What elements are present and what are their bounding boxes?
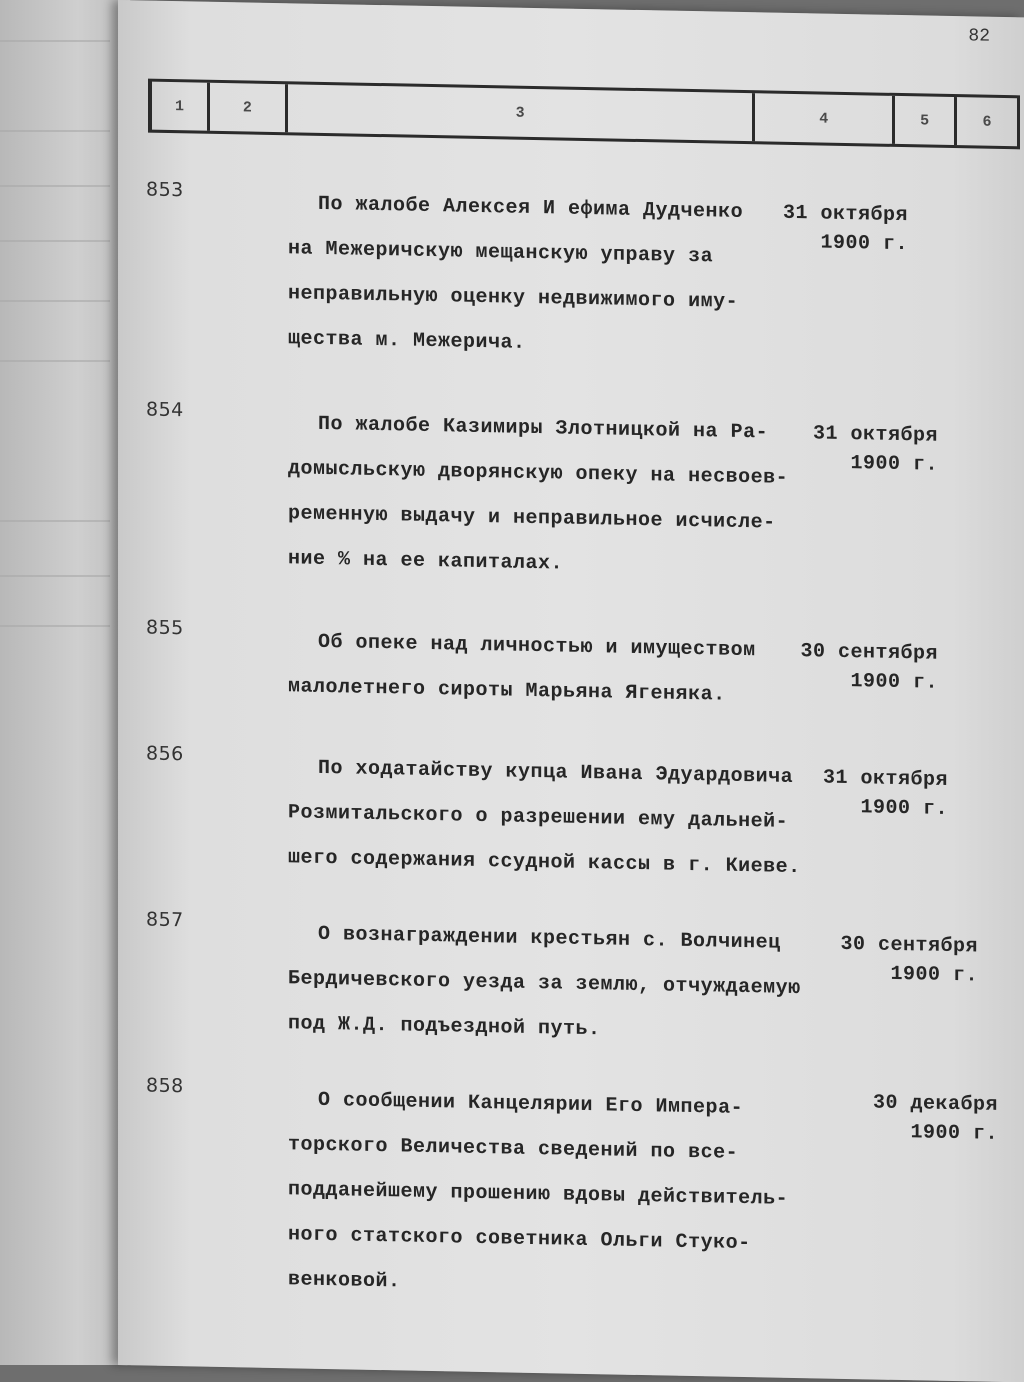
entry-line: Бердичевского уезда за землю, отчуждаемую [288, 967, 801, 1001]
page-number: 82 [968, 26, 990, 47]
column-header-5: 5 [895, 96, 957, 145]
ghost-line [0, 300, 110, 302]
entry-date [848, 1088, 998, 1149]
entry-text [288, 181, 808, 371]
date-year: 1900 г. [890, 962, 978, 988]
entry-number: 856 [146, 742, 184, 766]
entry-line: О вознаграждении крестьян с. Волчинец [318, 922, 781, 955]
date-year: 1900 г. [820, 231, 908, 257]
entry-date [778, 637, 938, 698]
column-header-3: 3 [288, 84, 755, 141]
entry-date [808, 419, 938, 479]
entry-line: ременную выдачу и неправильное исчисле- [288, 502, 776, 535]
column-header-1: 1 [152, 82, 210, 131]
entry-line: торского Величества сведений по все- [288, 1133, 739, 1165]
register-entry [118, 178, 1024, 355]
entry-line: на Межеричскую мещанскую управу за [288, 237, 714, 269]
entry-text [288, 619, 808, 719]
entry-line: Об опеке над личностью и имуществом [318, 630, 756, 663]
entry-text [288, 1077, 808, 1312]
entry-line: щества м. Межерича. [288, 327, 526, 355]
entry-line: По жалобе Алексея И ефима Дудченко [318, 192, 744, 225]
entry-date [818, 929, 978, 990]
entry-date [818, 763, 948, 823]
ghost-line [0, 240, 110, 242]
date-day-month: 30 декабря [872, 1091, 998, 1117]
entry-number: 854 [146, 398, 184, 422]
entry-line: ние % на ее капиталах. [288, 547, 564, 576]
date-year: 1900 г. [860, 796, 948, 821]
date-day-month: 30 сентября [840, 932, 978, 959]
entry-date [778, 199, 908, 259]
date-day-month: 30 сентября [800, 640, 938, 666]
ghost-line [0, 520, 110, 522]
document-page [118, 0, 1024, 1382]
date-year: 1900 г. [850, 670, 938, 695]
ghost-line [0, 625, 110, 627]
register-entry [118, 1074, 1024, 1294]
entry-line: По жалобе Казимиры Злотницкой на Ра- [318, 412, 769, 445]
register-entry [118, 398, 1024, 576]
date-day-month: 31 октября [812, 422, 938, 448]
date-year: 1900 г. [850, 452, 938, 477]
register-entry [118, 616, 1024, 707]
entry-text [288, 401, 808, 591]
entry-line: ного статского советника Ольги Стуко- [288, 1223, 751, 1256]
date-day-month: 31 октября [782, 201, 908, 228]
entry-line: По ходатайству купца Ивана Эдуардовича [318, 756, 794, 789]
column-header-row [148, 79, 1020, 150]
entry-line: неправильную оценку недвижимого иму- [288, 282, 739, 314]
date-year: 1900 г. [910, 1121, 998, 1146]
ghost-line [0, 130, 110, 132]
entry-line: Розмитальского о разрешении ему дальней- [288, 801, 789, 834]
ghost-line [0, 40, 110, 42]
entry-line: домысльскую дворянскую опеку на несвоев- [288, 457, 789, 490]
ghost-line [0, 185, 110, 187]
entry-number: 855 [146, 616, 184, 640]
column-header-6: 6 [982, 113, 992, 131]
entry-line: малолетнего сироты Марьяна Ягеняка. [288, 675, 726, 707]
entry-line: О сообщении Канцелярии Его Импера- [318, 1088, 744, 1121]
date-day-month: 31 октября [822, 766, 948, 792]
ghost-line [0, 575, 110, 577]
entry-number: 858 [146, 1074, 184, 1098]
column-header-4: 4 [755, 93, 895, 144]
column-header-2: 2 [210, 83, 288, 132]
entry-number: 857 [146, 908, 184, 932]
facing-page-edge [0, 0, 130, 1365]
entry-line: под Ж.Д. подъездной путь. [288, 1012, 601, 1042]
entry-line: венковой. [288, 1268, 401, 1294]
entry-line: шего содержания ссудной кассы в г. Киеве. [288, 846, 801, 880]
register-entry [118, 742, 1024, 880]
register-entry [118, 908, 1024, 1042]
entry-text [288, 911, 808, 1056]
entry-line: подданейшему прошению вдовы действитель- [288, 1178, 789, 1211]
entry-number: 853 [146, 178, 184, 202]
ghost-line [0, 360, 110, 362]
entry-text [288, 745, 808, 890]
